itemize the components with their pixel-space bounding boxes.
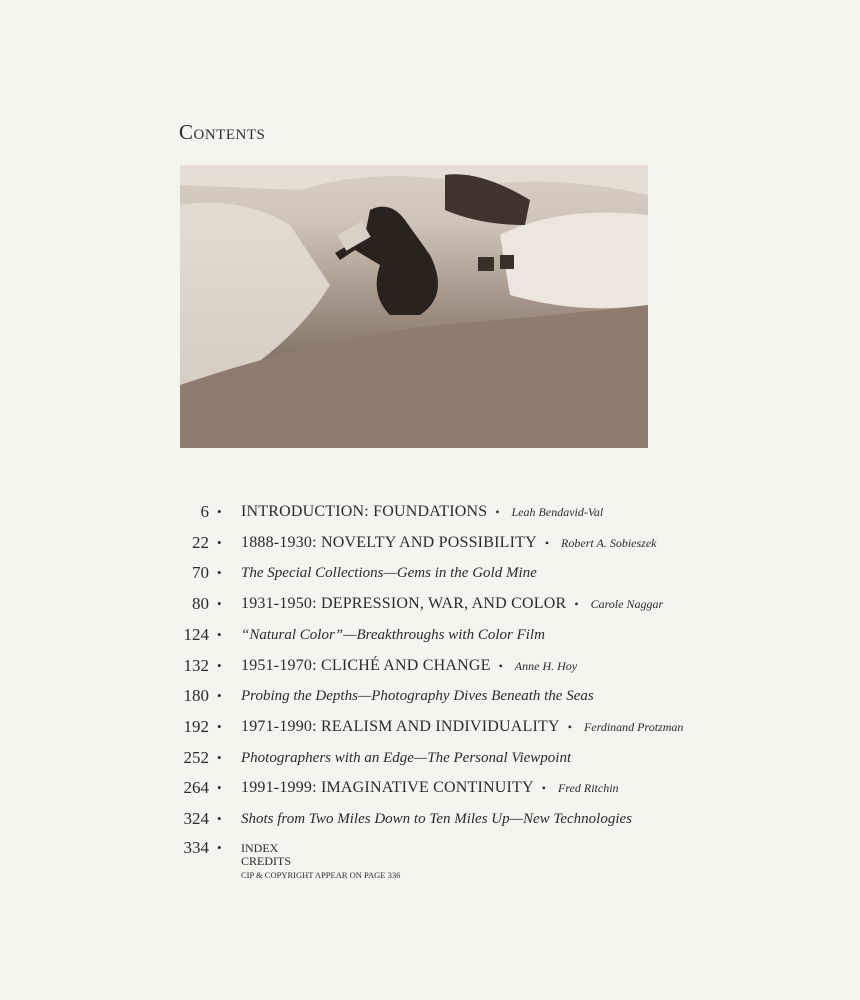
chapter-title: 1888-1930: NOVELTY AND POSSIBILITY [241, 533, 537, 551]
chapter-author: Fred Ritchin [557, 781, 619, 796]
chapter-title: “Natural Color”—Breakthroughs with Color Film [241, 626, 545, 643]
toc-entry[interactable] [0, 774, 860, 802]
page-number: 180 [183, 686, 209, 706]
page-number: 70 [192, 563, 209, 583]
toc-entry[interactable] [0, 652, 860, 680]
chapter-title: 1991-1999: IMAGINATIVE CONTINUITY [241, 779, 534, 797]
chapter-author: Leah Bendavid-Val [511, 505, 604, 519]
chapter-author: Carole Naggar [590, 597, 664, 612]
chapter-title: Probing the Depths—Photography Dives Beneath the Seas [241, 688, 594, 705]
chapter-title: The Special Collections—Gems in the Gold Mine [241, 565, 537, 582]
bullet: • [217, 839, 222, 855]
toc-entry[interactable] [0, 559, 860, 587]
bullet: • [574, 597, 579, 612]
index-label: INDEX [241, 840, 279, 855]
bullet: • [495, 505, 500, 519]
bullet: • [217, 688, 222, 704]
toc-entry[interactable] [0, 744, 860, 772]
toc-entry[interactable] [0, 590, 860, 618]
toc-entry-back-matter[interactable] [0, 834, 860, 884]
chapter-author: Ferdinand Protzman [583, 719, 684, 734]
page-number: 22 [192, 532, 209, 552]
chapter-title: 1971-1990: REALISM AND INDIVIDUALITY [241, 717, 560, 735]
bullet: • [217, 811, 222, 826]
photograph-man-on-ice [180, 165, 648, 448]
bullet: • [541, 781, 546, 796]
chapter-title: Photographers with an Edge—The Personal Viewpoint [241, 749, 572, 766]
page-number: 80 [192, 594, 209, 614]
page-number: 132 [183, 655, 209, 675]
bullet: • [498, 658, 503, 673]
chapter-title: 1951-1970: CLICHÉ AND CHANGE [241, 656, 491, 674]
page-number: 192 [183, 716, 209, 736]
toc-entry[interactable] [0, 713, 860, 741]
chapter-author: Robert A. Sobieszek [561, 535, 657, 550]
page-number: 6 [200, 502, 209, 521]
page-number: 252 [183, 747, 209, 767]
toc-entry[interactable] [0, 682, 860, 710]
toc-entry[interactable] [0, 805, 860, 833]
page-title: Contents [179, 120, 266, 144]
bullet: • [217, 657, 222, 673]
page-number: 124 [183, 624, 209, 644]
bullet: • [217, 504, 222, 519]
bullet: • [217, 565, 222, 581]
bullet: • [217, 626, 222, 642]
toc-entry[interactable] [0, 529, 860, 557]
bullet: • [544, 535, 550, 550]
toc-entry[interactable] [0, 621, 860, 649]
page-number: 324 [183, 809, 209, 828]
bullet: • [217, 534, 222, 550]
chapter-title: INTRODUCTION: FOUNDATIONS [241, 503, 488, 520]
page-number: 264 [183, 778, 209, 798]
chapter-title: Shots from Two Miles Down to Ten Miles Up—New Technologies [241, 811, 632, 827]
bullet: • [217, 596, 222, 612]
copyright-note: CIP & COPYRIGHT APPEAR ON PAGE 336 [241, 869, 401, 880]
bullet: • [217, 749, 222, 765]
toc-entry[interactable] [0, 498, 860, 526]
bullet: • [217, 718, 222, 734]
bullet: • [567, 719, 572, 734]
page-number: 334 [183, 837, 209, 857]
chapter-title: 1931-1950: DEPRESSION, WAR, AND COLOR [241, 595, 567, 613]
bullet: • [217, 780, 222, 796]
credits-label: CREDITS [241, 853, 292, 868]
chapter-author: Anne H. Hoy [514, 658, 578, 673]
